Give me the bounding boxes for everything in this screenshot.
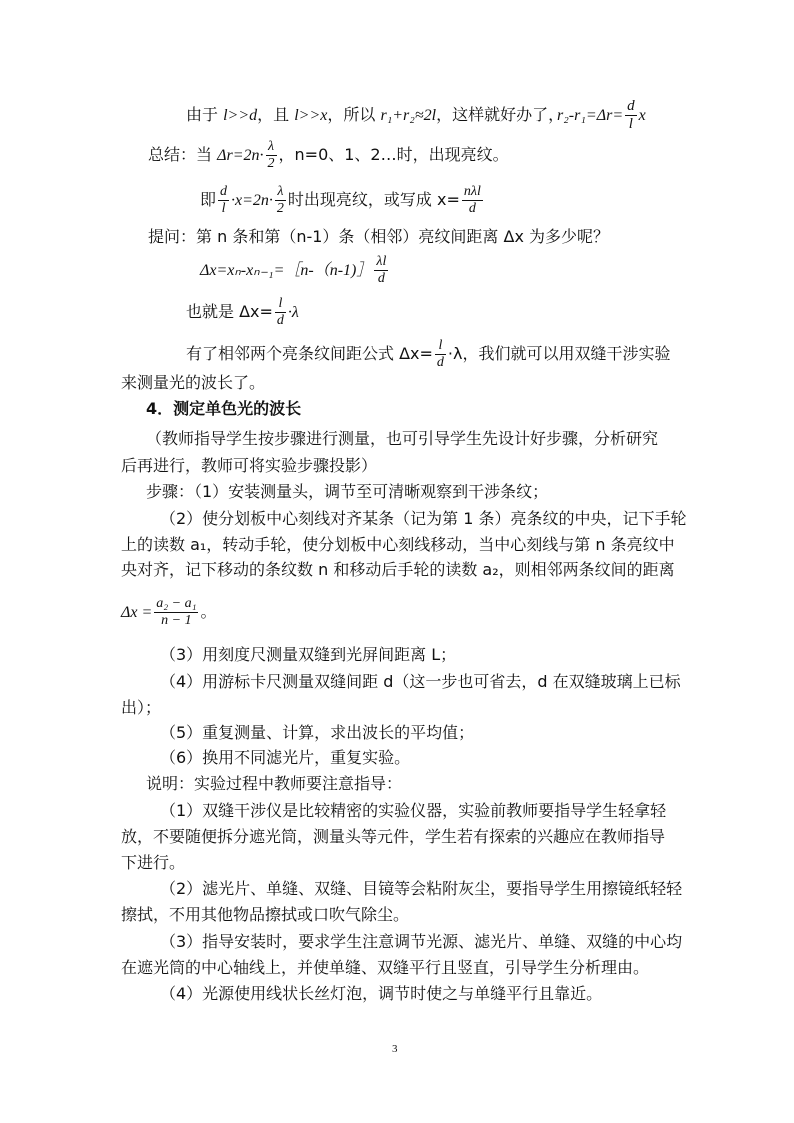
step-line: 步骤：（1）安装测量头，调节至可清晰观察到干涉条纹； [146,482,549,501]
step-line: （6）换用不同滤光片，重复实验。 [160,748,411,767]
step-line: 央对齐，记下移动的条纹数 n 和移动后手轮的读数 a₂，则相邻两条纹间的距离 [121,560,675,579]
fringe-spacing-formula [121,590,217,635]
text: 由于 [186,105,224,124]
math: ·x=2n· [231,192,273,209]
paragraph-line [186,334,670,374]
math: l>>x [294,107,328,124]
paragraph-line: 后再进行，教师可将实验步骤投影） [121,456,378,475]
fraction: $\frac{\lambda}{2}$ [276,184,284,216]
note-line: 擦拭，不用其他物品擦拭或口吹气除尘。 [121,905,410,924]
step-line: （4）用游标卡尺测量双缝间距 d（这一步也可省去，d 在双缝玻璃上已标 [160,672,681,691]
step-line: （2）使分划板中心刻线对齐某条（记为第 1 条）亮条纹的中央，记下手轮 [160,509,687,528]
note-line: （3）指导安装时，要求学生注意调节光源、滤光片、单缝、双缝的中心均 [160,932,683,951]
text: 。 [200,602,217,621]
note-heading: 说明：实验过程中教师要注意指导： [146,774,403,793]
path-difference-formula [557,95,646,136]
text: ·λ，我们就可以用双缝干涉实验 [447,344,671,363]
math: ·λ [287,304,299,321]
math: l>>d [223,107,258,124]
derivation-line [186,104,564,127]
math: r₁+r₂≈2l [380,107,437,124]
spacing-equation [200,250,390,291]
text: 即 [200,190,217,209]
fraction: $\frac{d}{l}$ [220,184,228,216]
text: 时出现亮纹，或写成 x= [287,190,460,209]
page-number: 3 [392,1043,398,1055]
fraction: $\frac{\text{a₂ − a₁}}{n - 1}$ [156,596,197,628]
section-heading: 4．测定单色光的波长 [146,399,302,418]
math: x [638,107,646,124]
step-line: 上的读数 a₁，转动手轮，使分划板中心刻线移动，当中心刻线与第 n 条亮纹中 [121,535,675,554]
fraction: $\frac{d}{l}$ [627,98,635,132]
text: ，n=0、1、2…时，出现亮纹。 [278,145,509,164]
note-line: 在遮光筒的中心轴线上，并使单缝、双缝平行且竖直，引导学生分析理由。 [121,958,650,977]
note-line: 下进行。 [121,853,186,872]
fraction: $\frac{l}{d}$ [276,296,284,328]
note-line: 放，不要随便拆分遮光筒，测量头等元件，学生若有探索的兴趣应在教师指导 [121,827,666,846]
note-line: （4）光源使用线状长丝灯泡，调节时使之与单缝平行且靠近。 [160,984,603,1003]
summary-line [148,135,509,176]
fraction: $\frac{\lambda l}{d}$ [376,254,387,286]
fraction: $\frac{l}{d}$ [436,338,444,370]
text: 也就是 Δx= [186,302,273,321]
math: Δx = [121,604,153,621]
math: r₂-r₁=Δr= [557,107,624,124]
text: ，所以 [327,105,381,124]
bright-fringe-line [200,180,485,221]
text: ，且 [257,105,295,124]
text: ，这样就好办了， [436,105,565,124]
math: Δr=2n· [217,147,264,164]
math: Δx=xₙ-xₙ₋₁=［n-（n-1)］ [200,262,373,279]
step-line: （3）用刻度尺测量双缝到光屏间距离 L； [160,645,457,664]
paragraph-line: （教师指导学生按步骤进行测量，也可引导学生先设计好步骤，分析研究 [146,429,659,448]
step-line: （5）重复测量、计算，求出波长的平均值； [160,723,475,742]
fraction: $\frac{\lambda}{2}$ [267,139,275,171]
fraction: $\frac{\text{nλl}}{d}$ [463,184,481,216]
spacing-result-line [186,292,299,333]
text: 有了相邻两个亮条纹间距公式 Δx= [186,344,433,363]
paragraph-line: 来测量光的波长了。 [121,373,266,392]
note-line: （1）双缝干涉仪是比较精密的实验仪器，实验前教师要指导学生轻拿轻 [160,801,667,820]
note-line: （2）滤光片、单缝、双缝、目镜等会粘附灰尘，要指导学生用擦镜纸轻轻 [160,879,683,898]
step-line: 出）； [121,698,162,717]
text: 总结：当 [148,145,218,164]
question-line: 提问：第 n 条和第（n-1）条（相邻）亮纹间距离 Δx 为多少呢？ [148,227,609,246]
